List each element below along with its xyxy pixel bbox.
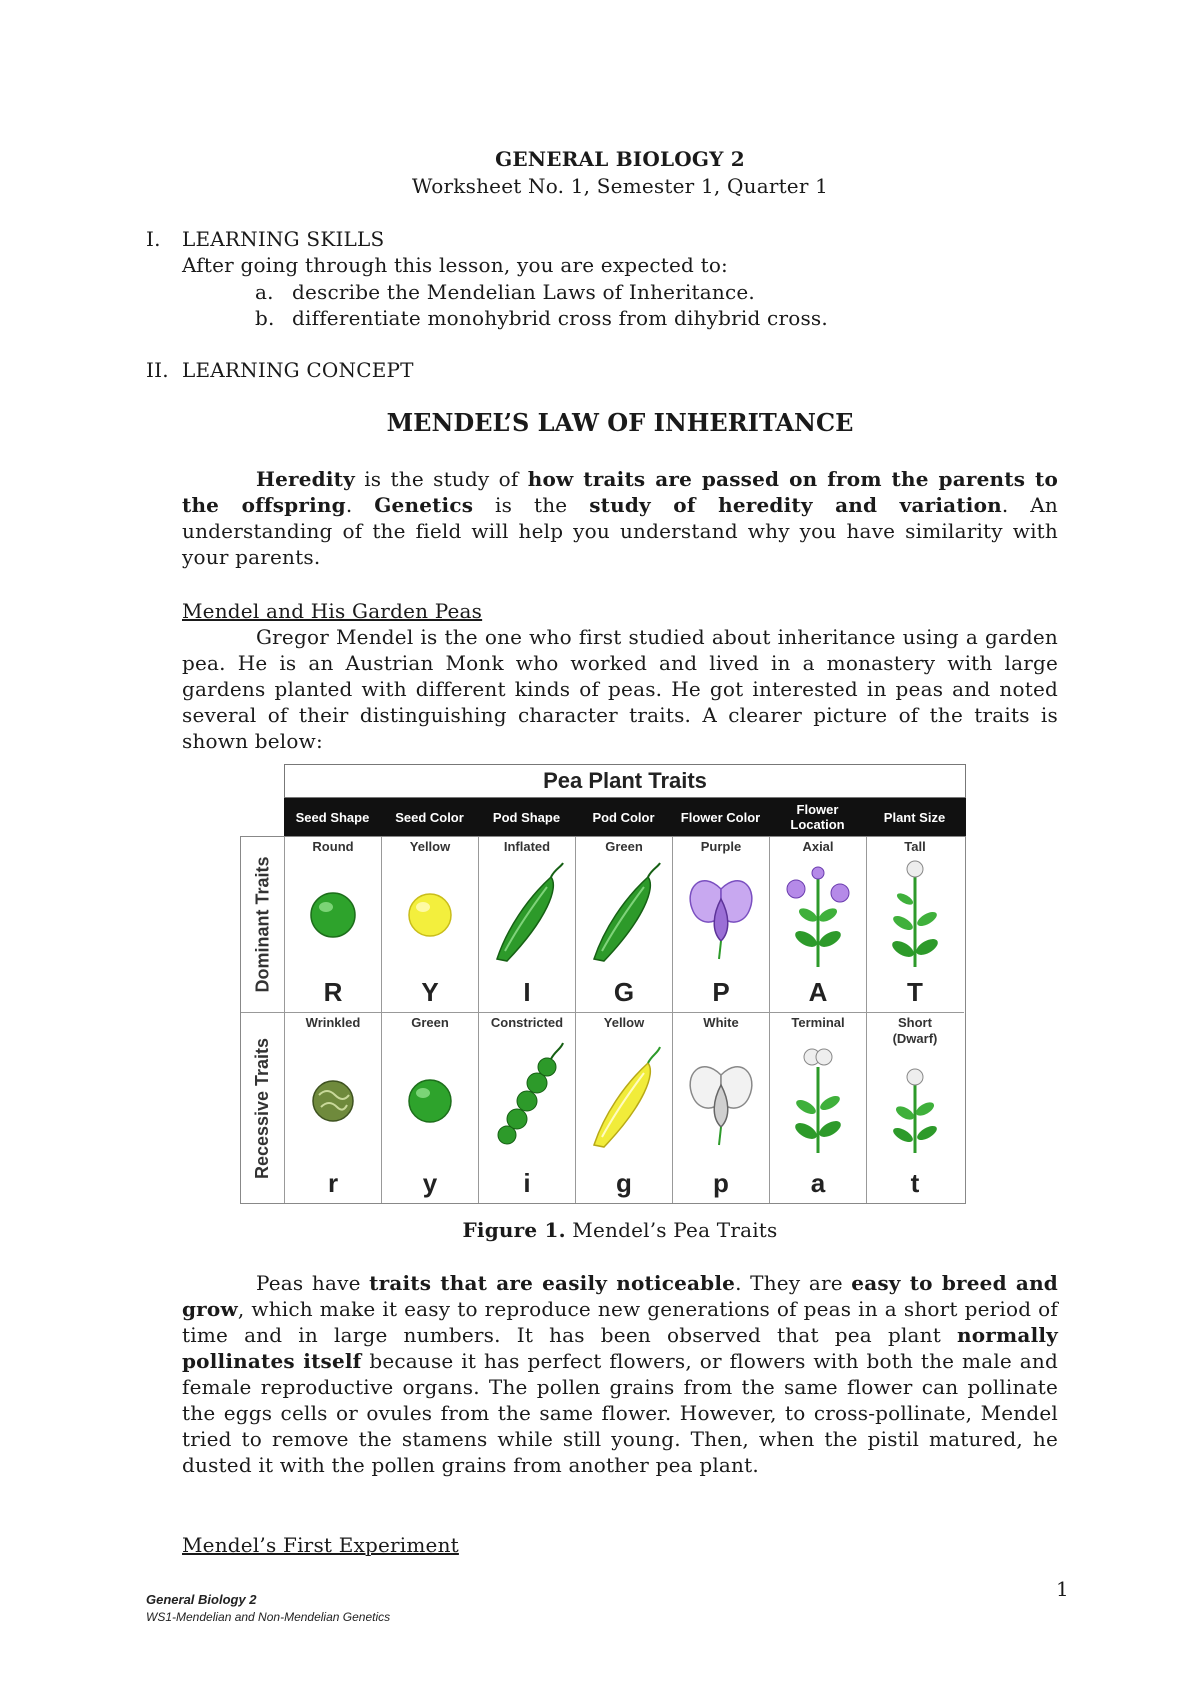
trait-name: Constricted <box>490 1015 564 1030</box>
allele-letter: Y <box>421 977 439 1007</box>
dominant-label-text: Dominant Traits <box>252 856 273 993</box>
allele-letter: y <box>422 1168 438 1198</box>
document-title: GENERAL BIOLOGY 2 <box>495 147 745 171</box>
trait-name: Yellow <box>603 1015 645 1030</box>
trait-name: Yellow <box>409 839 451 854</box>
allele-letter: P <box>712 977 730 1007</box>
section-1-numeral: I. <box>146 227 161 251</box>
text-run: is the study of <box>354 467 528 491</box>
trait-name: Short (Dwarf) <box>892 1015 938 1046</box>
purple-flower-icon <box>681 859 761 969</box>
terminal-flower-plant-icon <box>778 1035 858 1155</box>
allele-letter: t <box>910 1168 920 1198</box>
figure-title: Pea Plant Traits <box>284 764 966 798</box>
text-run: is the <box>473 493 590 517</box>
text-run: . <box>345 493 375 517</box>
dominant-traits-label <box>241 837 285 1012</box>
trait-name: Green <box>605 839 643 854</box>
column-header: Seed Shape <box>295 809 370 825</box>
tall-plant-icon <box>875 859 955 969</box>
axial-flower-plant-icon <box>778 859 858 969</box>
subsection-heading-garden-peas: Mendel and His Garden Peas <box>182 599 483 623</box>
allele-letter: r <box>327 1168 339 1198</box>
trait-name: Wrinkled <box>305 1015 361 1030</box>
trait-name: Inflated <box>503 839 551 854</box>
trait-cell-purple-flower <box>672 837 769 1012</box>
trait-cell-round <box>284 837 381 1012</box>
text-run: . An understanding of the field will help you understand why you have similarity with your parents. <box>182 493 1058 569</box>
column-header: Pod Shape <box>492 809 561 825</box>
column-header: Seed Color <box>395 809 464 825</box>
yellow-pod-icon <box>584 1035 664 1155</box>
document-subtitle: Worksheet No. 1, Semester 1, Quarter 1 <box>411 174 829 198</box>
pea-advantages-paragraph <box>182 1270 1058 1478</box>
short-plant-icon <box>875 1035 955 1155</box>
yellow-pea-icon <box>390 859 470 969</box>
trait-cell-tall <box>866 837 963 1012</box>
footer-course: General Biology 2 <box>146 1592 257 1607</box>
green-pea-icon <box>390 1035 470 1155</box>
constricted-pod-icon <box>487 1035 567 1155</box>
trait-name: Green <box>411 1015 449 1030</box>
trait-cell-white-flower <box>672 1013 769 1203</box>
text-run: because it has perfect flowers, or flowers with both the male and female reproductive organs. The pollen grains from the same flower can pollinate the eggs cells or ovules from the same flower. However, to cross-pollinate, Mendel tried to remove the stamens while still young. Then, when the pistil matured, he dusted it with the pollen grains from another pea plant. <box>182 1349 1058 1477</box>
section-1-intro: After going through this lesson, you are expected to: <box>182 253 729 277</box>
trait-cell-yellow-seed <box>381 837 478 1012</box>
trait-header-row <box>284 798 966 836</box>
allele-letter: g <box>616 1168 632 1198</box>
trait-name: Terminal <box>791 1015 845 1030</box>
text-run: Peas have <box>256 1271 370 1295</box>
allele-letter: p <box>713 1168 729 1198</box>
trait-cell-constricted <box>478 1013 575 1203</box>
main-title: MENDEL’S LAW OF INHERITANCE <box>386 408 854 437</box>
allele-letter: i <box>523 1168 531 1198</box>
trait-cell-terminal <box>769 1013 866 1203</box>
caption-text: Mendel’s Pea Traits <box>565 1218 778 1242</box>
bold-run: normally pollinates itself <box>182 1323 1058 1373</box>
trait-cell-axial <box>769 837 866 1012</box>
trait-cell-short <box>866 1013 963 1203</box>
trait-name: Axial <box>802 839 834 854</box>
trait-name: Tall <box>904 839 926 854</box>
column-header: Plant Size <box>883 809 946 825</box>
subsection-heading-first-experiment: Mendel’s First Experiment <box>182 1533 459 1557</box>
allele-letter: I <box>523 977 531 1007</box>
term-genetics: Genetics <box>374 493 474 517</box>
allele-letter: R <box>323 977 343 1007</box>
bold-run: traits that are easily noticeable <box>369 1271 736 1295</box>
allele-letter: a <box>810 1168 826 1198</box>
trait-cell-inflated <box>478 837 575 1012</box>
trait-grid <box>240 836 966 1204</box>
allele-letter: A <box>808 977 828 1007</box>
recessive-label-text: Recessive Traits <box>252 1037 273 1179</box>
objective-b-marker: b. <box>255 306 275 330</box>
section-2-numeral: II. <box>146 358 169 382</box>
trait-cell-green-pod <box>575 837 672 1012</box>
round-pea-icon <box>293 859 373 969</box>
trait-name: White <box>703 1015 739 1030</box>
allele-letter: G <box>613 977 635 1007</box>
section-2-heading: LEARNING CONCEPT <box>182 358 414 382</box>
term-heredity: Heredity <box>256 467 355 491</box>
column-header: Pod Color <box>592 809 655 825</box>
recessive-traits-label <box>241 1013 285 1203</box>
garden-peas-paragraph: Gregor Mendel is the one who first studied about inheritance using a garden pea. He is an Austrian Monk who worked and lived in a monastery with large gardens planted with different kinds of peas. He got interested in peas and noted several of their distinguishing character traits. A clearer picture of the traits is shown below: <box>182 625 1058 753</box>
footer-worksheet: WS1-Mendelian and Non-Mendelian Genetics <box>146 1610 391 1624</box>
text-run: . They are <box>735 1271 852 1295</box>
trait-cell-wrinkled <box>284 1013 381 1203</box>
trait-name: Purple <box>700 839 742 854</box>
definition-heredity: how traits are passed on from the parents to the offspring <box>182 467 1058 517</box>
inflated-pod-icon <box>487 859 567 969</box>
definition-genetics: study of heredity and variation <box>589 493 1002 517</box>
column-header: Flower Color <box>680 809 761 825</box>
caption-label: Figure 1. <box>462 1218 566 1242</box>
white-flower-icon <box>681 1035 761 1155</box>
objective-b-text: differentiate monohybrid cross from dihybrid cross. <box>292 306 828 330</box>
bold-run: easy to breed and grow <box>182 1271 1058 1321</box>
page-number: 1 <box>1056 1577 1069 1601</box>
green-pod-icon <box>584 859 664 969</box>
pea-plant-traits-figure <box>240 764 966 1204</box>
objective-a-text: describe the Mendelian Laws of Inheritance. <box>292 280 755 304</box>
trait-name: Round <box>312 839 354 854</box>
heredity-paragraph <box>182 466 1058 570</box>
column-header: Flower Location <box>790 802 845 832</box>
allele-letter: T <box>907 977 923 1007</box>
trait-cell-green-seed <box>381 1013 478 1203</box>
trait-cell-yellow-pod <box>575 1013 672 1203</box>
figure-caption <box>0 1217 1200 1243</box>
text-run: , which make it easy to reproduce new generations of peas in a short period of time and in large numbers. It has been observed that pea plant <box>182 1297 1058 1347</box>
section-1-heading: LEARNING SKILLS <box>182 227 385 251</box>
objective-a-marker: a. <box>255 280 274 304</box>
wrinkled-pea-icon <box>293 1035 373 1155</box>
